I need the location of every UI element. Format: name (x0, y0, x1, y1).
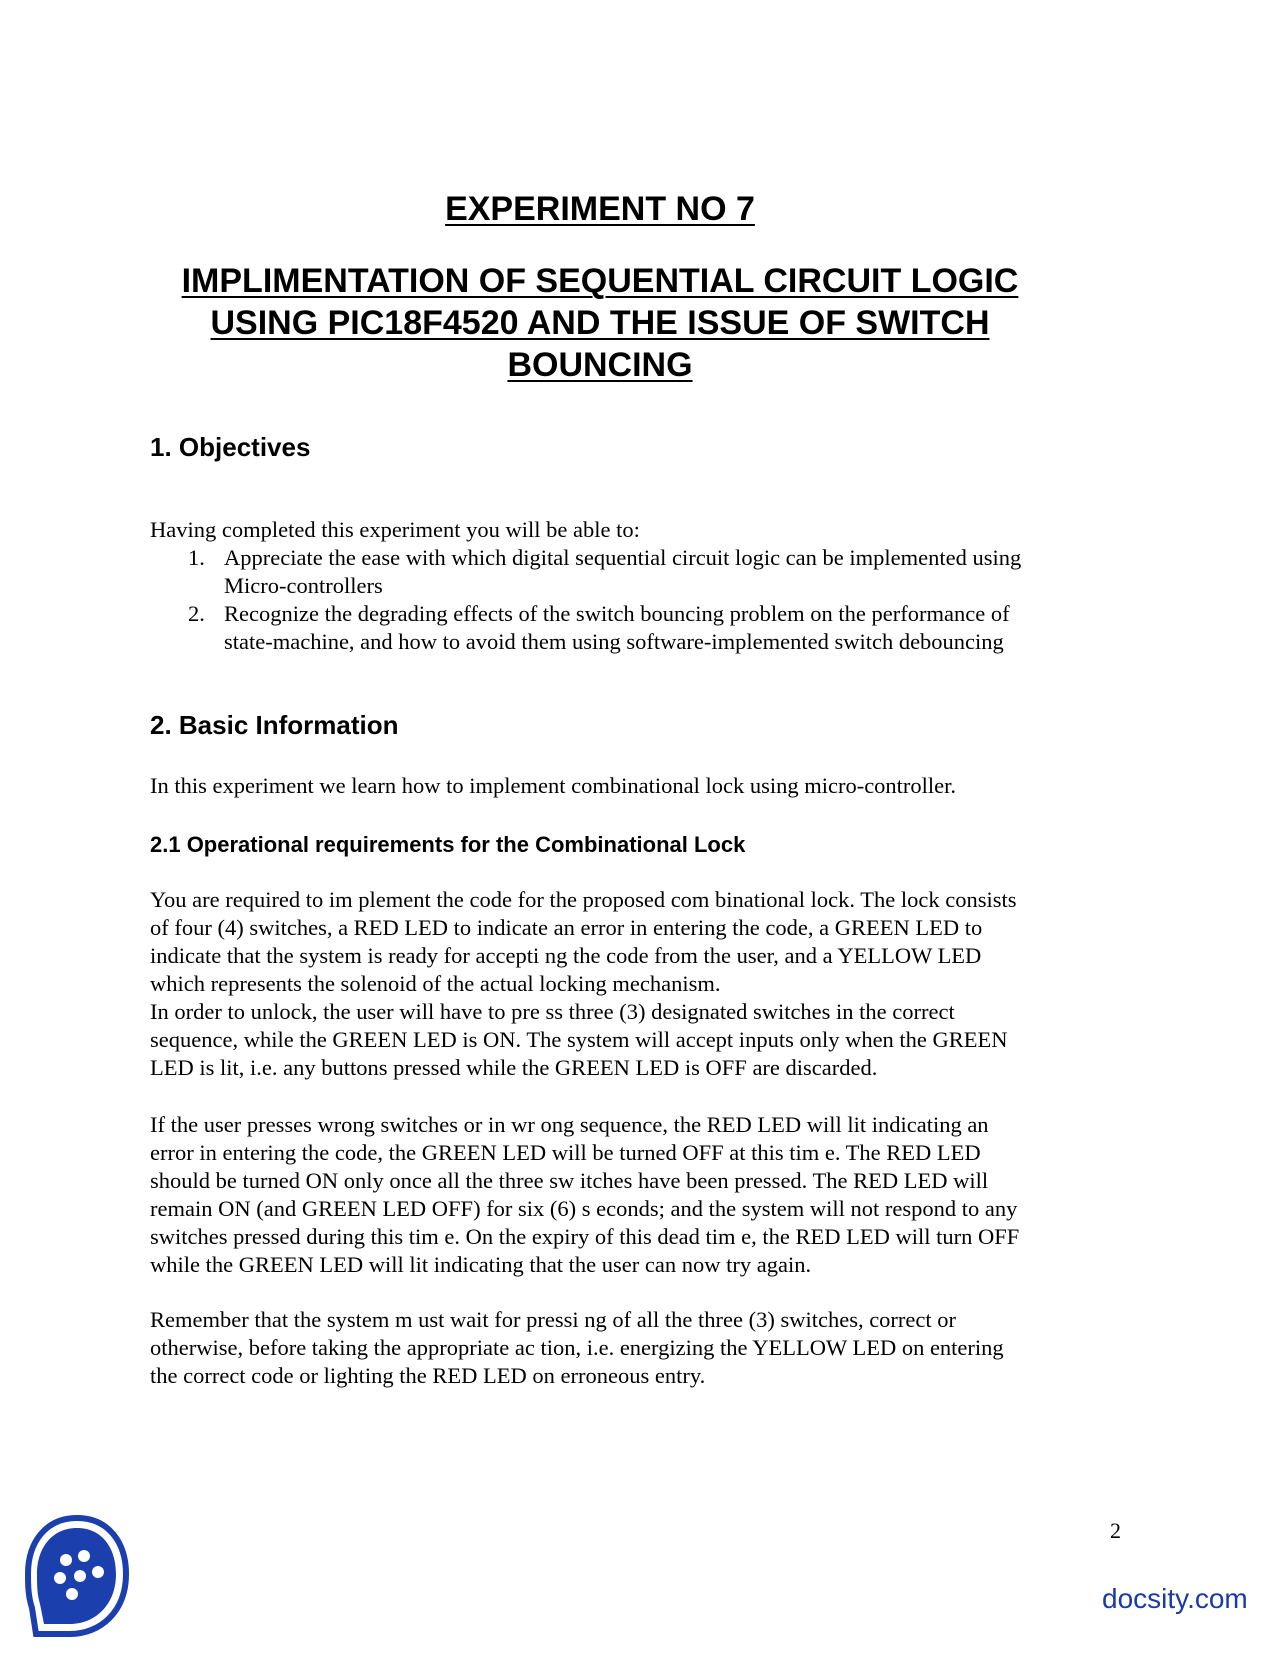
paragraph-requirements (150, 886, 1130, 1082)
subtitle-line: IMPLIMENTATION OF SEQUENTIAL CIRCUIT LOGIC (181, 262, 1019, 300)
paragraph-line: while the GREEN LED will lit indicating that the user can now try again. (150, 1252, 812, 1277)
paragraph-line: sequence, while the GREEN LED is ON. The system will accept inputs only when the GREEN (150, 1027, 1008, 1052)
page-number: 2 (1110, 1518, 1121, 1543)
paragraph-line: error in entering the code, the GREEN LED will be turned OFF at this tim e. The RED LED (150, 1140, 981, 1165)
list-item (188, 544, 1148, 600)
paragraph-line: which represents the solenoid of the actual locking mechanism. (150, 971, 721, 996)
list-item-number: 1. (188, 545, 205, 570)
paragraph-line: remain ON (and GREEN LED OFF) for six (6) s econds; and the system will not respond to any (150, 1196, 1018, 1221)
subtitle-line: USING PIC18F4520 AND THE ISSUE OF SWITCH (210, 304, 990, 342)
paragraph-line: otherwise, before taking the appropriate ac tion, i.e. energizing the YELLOW LED on entering (150, 1335, 1004, 1360)
paragraph-line: should be turned ON only once all the three sw itches have been pressed. The RED LED will (150, 1168, 989, 1193)
subtitle-line: BOUNCING (507, 346, 693, 384)
page-title: EXPERIMENT NO 7 (445, 190, 755, 228)
paragraph-line: Remember that the system m ust wait for pressi ng of all the three (3) switches, correct or (150, 1307, 957, 1332)
paragraph-line: the correct code or lighting the RED LED on erroneous entry. (150, 1363, 706, 1388)
objectives-intro: Having completed this experiment you will be able to: (150, 517, 640, 542)
list-item-text: state-machine, and how to avoid them using software-implemented switch debouncing (224, 629, 1004, 654)
paragraph-line: indicate that the system is ready for accepti ng the code from the user, and a YELLOW LED (150, 943, 982, 968)
list-item-text: Appreciate the ease with which digital sequential circuit logic can be implemented using (224, 545, 1022, 570)
paragraph-line: of four (4) switches, a RED LED to indicate an error in entering the code, a GREEN LED to (150, 915, 983, 940)
objectives-heading: 1. Objectives (150, 432, 311, 462)
paragraph-error-handling (150, 1111, 1130, 1279)
paragraph-line: You are required to im plement the code for the proposed com binational lock. The lock consists (150, 887, 1017, 912)
paragraph-line: LED is lit, i.e. any buttons pressed while the GREEN LED is OFF are discarded. (150, 1055, 878, 1080)
list-item-text: Recognize the degrading effects of the switch bouncing problem on the performance of (224, 601, 1010, 626)
subsection-heading: 2.1 Operational requirements for the Combinational Lock (150, 832, 746, 857)
page-subtitle (0, 260, 1200, 386)
list-item (188, 600, 1148, 656)
list-item-text: Micro-controllers (224, 573, 383, 598)
brand-link[interactable]: docsity.com (1102, 1583, 1248, 1614)
basic-info-heading: 2. Basic Information (150, 710, 399, 740)
paragraph-line: In order to unlock, the user will have to pre ss three (3) designated switches in the correct (150, 999, 955, 1024)
docsity-logo-icon (22, 1512, 132, 1640)
basic-info-intro: In this experiment we learn how to implement combinational lock using micro-controller. (150, 773, 957, 798)
list-item-number: 2. (188, 601, 205, 626)
objectives-list (188, 544, 1148, 656)
paragraph-line: switches pressed during this tim e. On the expiry of this dead tim e, the RED LED will turn OFF (150, 1224, 1020, 1249)
paragraph-remember (150, 1306, 1130, 1390)
paragraph-line: If the user presses wrong switches or in wr ong sequence, the RED LED will lit indicating an (150, 1112, 989, 1137)
